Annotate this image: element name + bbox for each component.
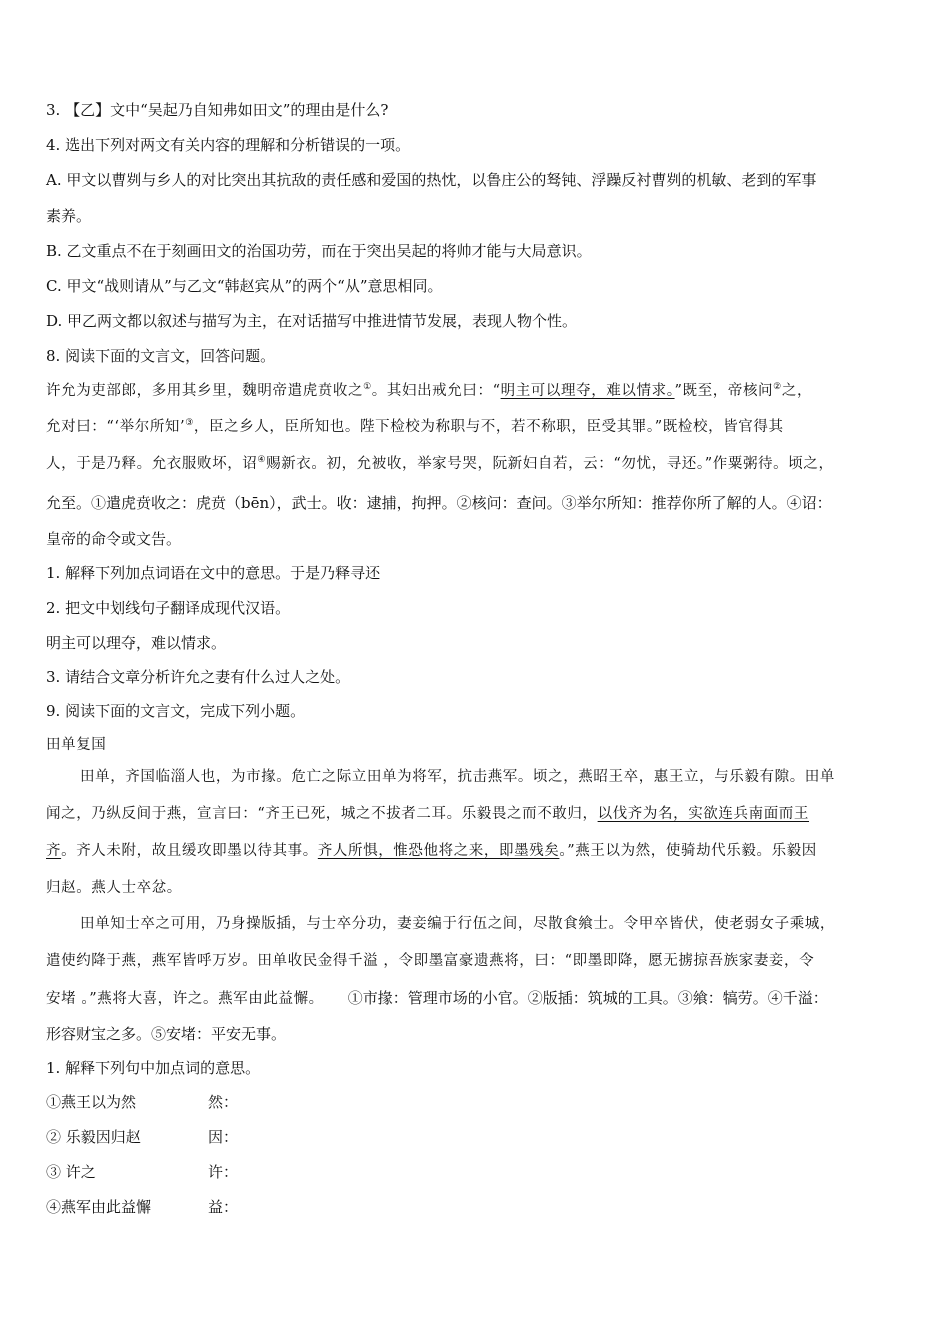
item-answer-blank: 许： bbox=[208, 1163, 239, 1181]
underlined-sentence: 以伐齐为名，实欲连兵南面而王 bbox=[597, 806, 810, 822]
item-answer-blank: 益： bbox=[208, 1198, 239, 1216]
passage-8-line: 许允为吏部郎，多用其乡里，魏明帝遣虎贲收之①。其妇出戒允曰：“明主可以理夺，难以情求。”既至，帝核问②之， bbox=[46, 382, 813, 399]
passage-9-line: 齐。齐人未附，故且缓攻即墨以待其事。齐人所惧，惟恐他将之来，即墨残矣。”燕王以为然，使骑劫代乐毅。乐毅因 bbox=[46, 843, 817, 859]
item-label: ② 乐毅因归赵 bbox=[46, 1128, 141, 1146]
question-9-title: 9. 阅读下面的文言文，完成下列小题。 bbox=[46, 702, 306, 720]
question-4-title: 4. 选出下列对两文有关内容的理解和分析错误的一项。 bbox=[46, 136, 411, 154]
underlined-sentence: 齐人所惧，惟恐他将之来，即墨残矣 bbox=[317, 843, 560, 859]
passage-8-line: 允对曰：“‘举尔所知’③，臣之乡人，臣所知也。陛下检校为称职与不，若不称职，臣受其罪。”既检校，皆官得其 bbox=[46, 418, 784, 435]
underlined-sentence: 明主可以理夺，难以情求。 bbox=[500, 383, 675, 399]
passage-9-line: 归赵。燕人士卒忿。 bbox=[46, 880, 182, 896]
question-8-2-sentence: 明主可以理夺，难以情求。 bbox=[46, 634, 227, 652]
passage-9-line: 安堵 。”燕将大喜，许之。燕军由此益懈。 ①市掾：管理市场的小官。②版插：筑城的工具。③飨：犒劳。④千溢： bbox=[46, 989, 828, 1007]
option-b: B. 乙文重点不在于刻画田文的治国功劳，而在于突出吴起的将帅才能与大局意识。 bbox=[46, 242, 592, 260]
option-c: C. 甲文“战则请从”与乙文“韩赵宾从”的两个“从”意思相同。 bbox=[46, 277, 443, 295]
passage-9-line: 闻之，乃纵反间于燕，宣言曰：“齐王已死，城之不拔者二耳。乐毅畏之而不敢归，以伐齐为名，实欲连兵南面而王 bbox=[46, 806, 810, 822]
passage-8-notes: 允至。①遣虎贲收之：虎贲（bēn），武士。收：逮捕，拘押。②核问：查问。③举尔所知：推荐你所了解的人。④诏： bbox=[46, 494, 832, 512]
item-label: ③ 许之 bbox=[46, 1163, 96, 1181]
question-8-title: 8. 阅读下面的文言文，回答问题。 bbox=[46, 347, 276, 365]
passage-8-notes-cont: 皇帝的命令或文告。 bbox=[46, 530, 182, 548]
item-label: ④燕军由此益懈 bbox=[46, 1198, 152, 1216]
question-8-2: 2. 把文中划线句子翻译成现代汉语。 bbox=[46, 599, 291, 617]
question-8-3: 3. 请结合文章分析许允之妻有什么过人之处。 bbox=[46, 668, 351, 686]
passage-9-line: 遣使约降于燕，燕军皆呼万岁。田单收民金得千溢 ，令即墨富豪遗燕将，曰：“即墨即降，愿无掳掠吾族家妻妾，令 bbox=[46, 953, 815, 969]
question-8-1: 1. 解释下列加点词语在文中的意思。于是乃释寻还 bbox=[46, 564, 381, 582]
item-answer-blank: 然： bbox=[208, 1093, 239, 1111]
passage-9-heading: 田单复国 bbox=[46, 737, 107, 753]
question-3: 3. 【乙】文中“吴起乃自知弗如田文”的理由是什么? bbox=[46, 101, 389, 119]
option-a-line-2: 素养。 bbox=[46, 207, 92, 225]
question-9-1: 1. 解释下列句中加点词的意思。 bbox=[46, 1059, 261, 1077]
passage-9-line: 田单知士卒之可用，乃身操版插，与士卒分功，妻妾编于行伍之间，尽散食飨士。令甲卒皆伏，使老弱女子乘城， bbox=[80, 916, 835, 932]
passage-8-line: 人，于是乃释。允衣服败坏，诏④赐新衣。初，允被收，举家号哭，阮新妇自若，云：“勿忧，寻还。”作粟粥待。顷之， bbox=[46, 455, 834, 472]
passage-9-line: 田单，齐国临淄人也，为市掾。危亡之际立田单为将军，抗击燕军。顷之，燕昭王卒，惠王立，与乐毅有隙。田单 bbox=[80, 769, 835, 785]
passage-9-notes-cont: 形容财宝之多。⑤安堵：平安无事。 bbox=[46, 1025, 287, 1043]
option-a-line-1: A. 甲文以曹刿与乡人的对比突出其抗敌的责任感和爱国的热忱，以鲁庄公的驽钝、浮躁反衬曹刿的机敏、老到的军事 bbox=[46, 171, 817, 189]
item-answer-blank: 因： bbox=[208, 1128, 239, 1146]
option-d: D. 甲乙两文都以叙述与描写为主，在对话描写中推进情节发展，表现人物个性。 bbox=[46, 312, 578, 330]
item-label: ①燕王以为然 bbox=[46, 1093, 137, 1111]
